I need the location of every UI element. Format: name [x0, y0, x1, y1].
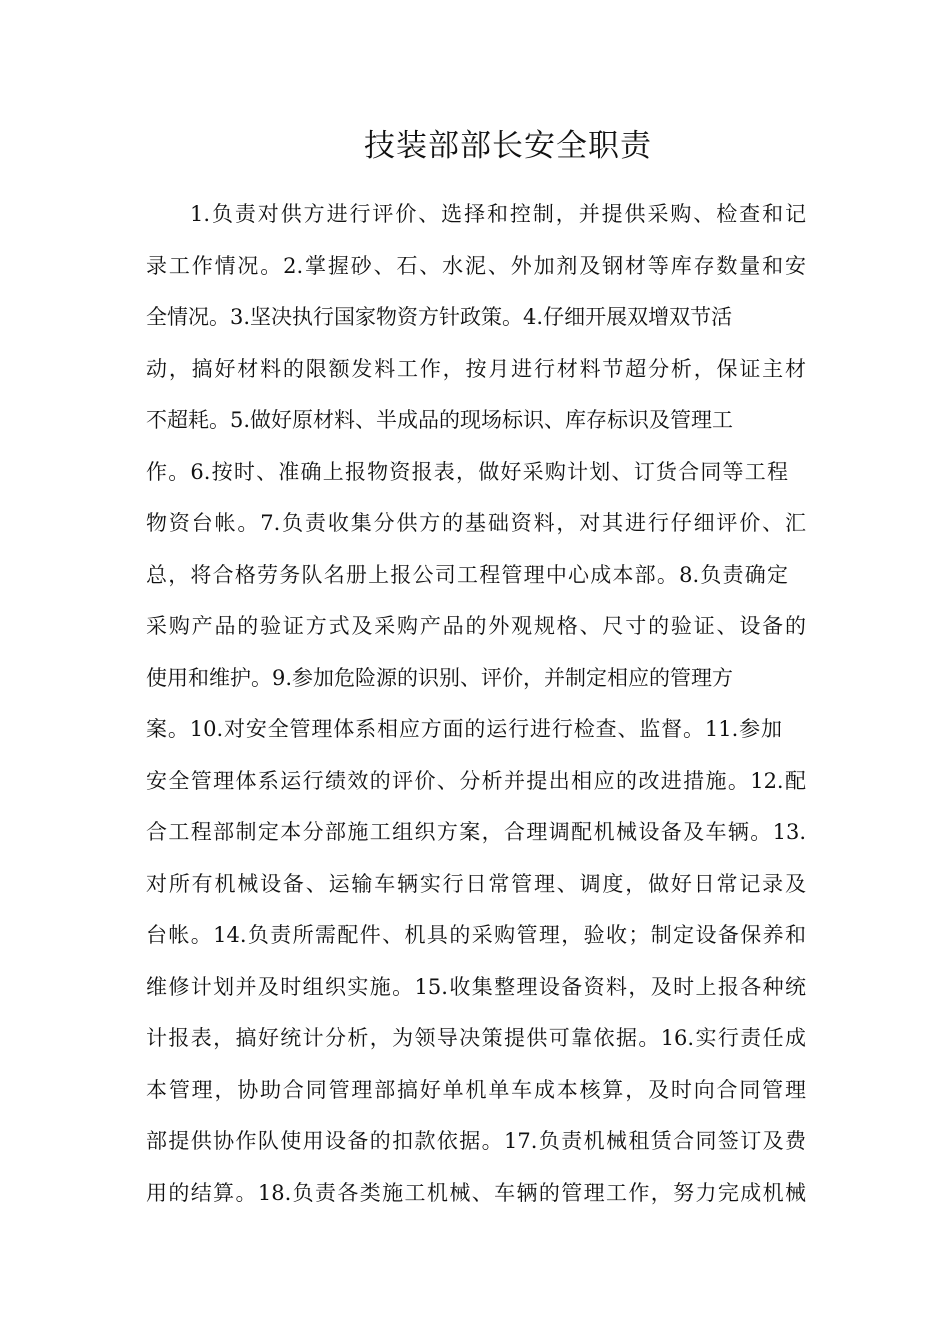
body-line: 合工程部制定本分部施工组织方案，合理调配机械设备及车辆。13. — [146, 820, 806, 844]
body-line: 采购产品的验证方式及采购产品的外观规格、尺寸的验证、设备的 — [146, 614, 806, 638]
body-line: 案。10.对安全管理体系相应方面的运行进行检查、监督。11.参加 — [146, 717, 782, 741]
body-line: 用的结算。18.负责各类施工机械、车辆的管理工作，努力完成机械 — [146, 1181, 806, 1205]
document-title: 技装部部长安全职责 — [364, 128, 652, 164]
body-line: 总，将合格劳务队名册上报公司工程管理中心成本部。8.负责确定 — [146, 563, 788, 587]
body-line: 1.负责对供方进行评价、选择和控制，并提供采购、检查和记 — [190, 202, 806, 226]
body-line: 不超耗。5.做好原材料、半成品的现场标识、库存标识及管理工 — [146, 408, 734, 432]
body-line: 维修计划并及时组织实施。15.收集整理设备资料，及时上报各种统 — [146, 975, 806, 999]
body-line: 使用和维护。9.参加危险源的识别、评价，并制定相应的管理方 — [146, 666, 734, 690]
body-line: 部提供协作队使用设备的扣款依据。17.负责机械租赁合同签订及费 — [146, 1129, 806, 1153]
body-line: 录工作情况。2.掌握砂、石、水泥、外加剂及钢材等库存数量和安 — [146, 254, 806, 278]
body-line: 对所有机械设备、运输车辆实行日常管理、调度，做好日常记录及 — [146, 872, 806, 896]
body-line: 作。6.按时、准确上报物资报表，做好采购计划、订货合同等工程 — [146, 460, 788, 484]
body-line: 动，搞好材料的限额发料工作，按月进行材料节超分析，保证主材 — [146, 357, 806, 381]
body-line: 物资台帐。7.负责收集分供方的基础资料，对其进行仔细评价、汇 — [146, 511, 806, 535]
body-line: 计报表，搞好统计分析，为领导决策提供可靠依据。16.实行责任成 — [146, 1026, 806, 1050]
body-line: 台帐。14.负责所需配件、机具的采购管理，验收；制定设备保养和 — [146, 923, 806, 947]
body-line: 全情况。3.坚决执行国家物资方针政策。4.仔细开展双增双节活 — [146, 305, 733, 329]
body-line: 本管理，协助合同管理部搞好单机单车成本核算，及时向合同管理 — [146, 1078, 806, 1102]
body-line: 安全管理体系运行绩效的评价、分析并提出相应的改进措施。12.配 — [146, 769, 806, 793]
